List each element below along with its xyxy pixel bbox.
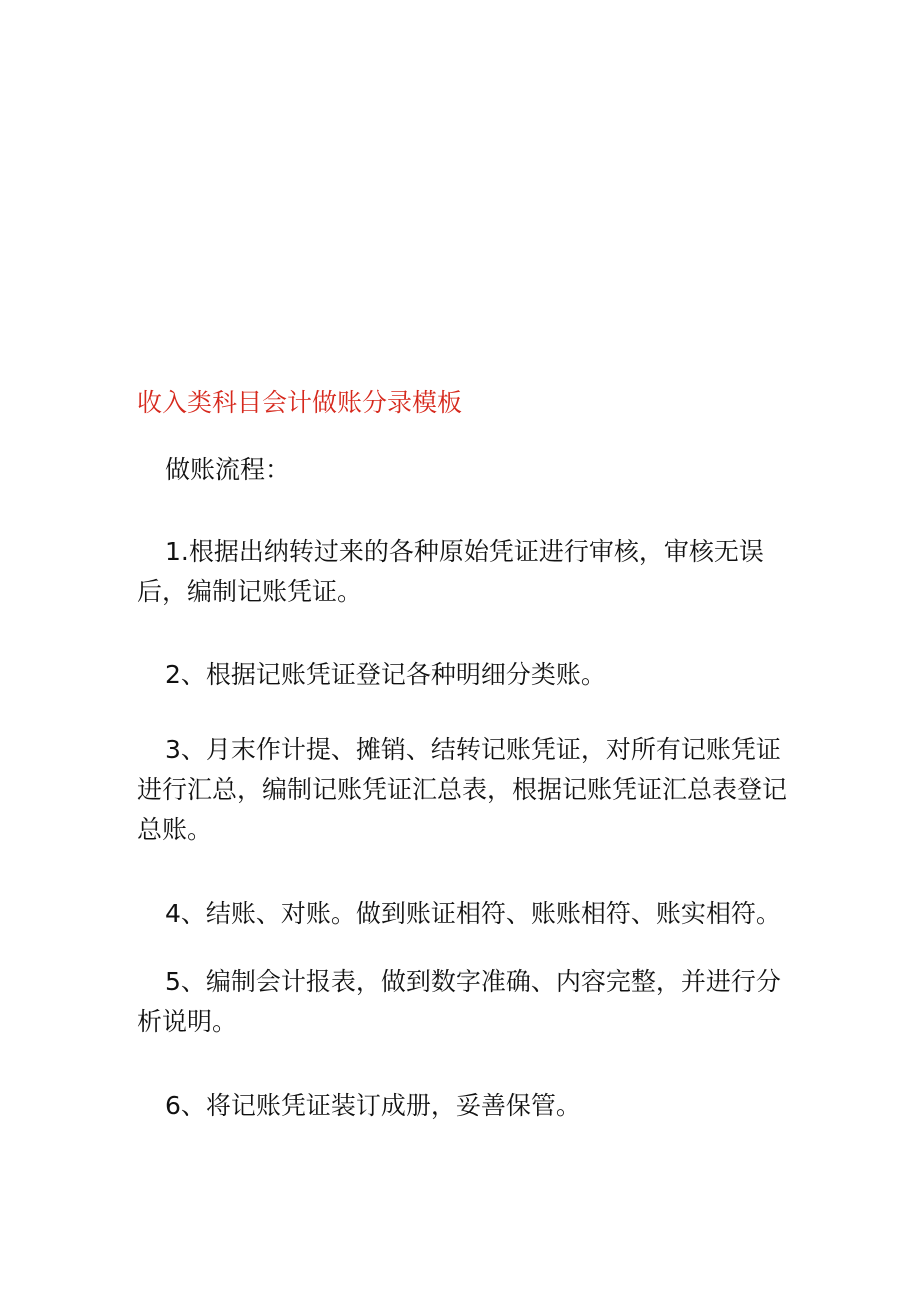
step-1-paragraph: 1.根据出纳转过来的各种原始凭证进行审核，审核无误后，编制记账凭证。 (137, 537, 764, 606)
step-4-paragraph: 4、结账、对账。做到账证相符、账账相符、账实相符。 (165, 899, 781, 928)
step-6-paragraph: 6、将记账凭证装订成册，妥善保管。 (165, 1091, 581, 1120)
step-5-paragraph: 5、编制会计报表，做到数字准确、内容完整，并进行分析说明。 (137, 967, 781, 1036)
step-3-paragraph: 3、月末作计提、摊销、结转记账凭证，对所有记账凭证进行汇总，编制记账凭证汇总表，根据记账凭证汇总表登记总账。 (137, 735, 788, 844)
step-2-paragraph: 2、根据记账凭证登记各种明细分类账。 (165, 660, 606, 689)
section-heading: 做账流程： (165, 455, 291, 484)
document-title: 收入类科目会计做账分录模板 (137, 388, 463, 417)
